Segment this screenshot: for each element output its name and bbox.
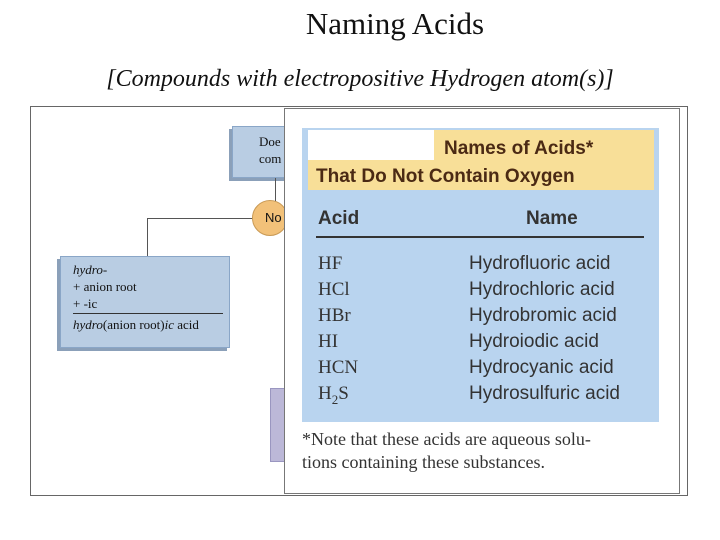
table-row xyxy=(316,331,646,357)
acid-formula: HCN xyxy=(318,357,359,378)
acid-name: Hydrosulfuric acid xyxy=(469,383,620,404)
acid-formula-h2s: $H_2S$ xyxy=(318,383,349,407)
rule-line-anion-root: + anion root xyxy=(73,279,137,294)
slide-title: Naming Acids xyxy=(305,6,485,41)
table-row xyxy=(316,357,646,383)
column-header-name: Name xyxy=(526,208,578,229)
acid-name: Hydrochloric acid xyxy=(469,279,615,300)
acid-name: Hydrobromic acid xyxy=(469,305,617,326)
connector-horizontal xyxy=(147,218,253,219)
rule-result-middle: (anion root) xyxy=(102,317,165,332)
table-title-line-2: That Do Not Contain Oxygen xyxy=(316,166,575,187)
rule-result-suffix: acid xyxy=(173,317,199,332)
rule-result-prefix: hydro xyxy=(73,317,103,332)
acid-formula: HI xyxy=(318,331,339,352)
rule-result-ic: ic xyxy=(164,317,174,332)
column-header-rule xyxy=(316,236,644,238)
footnote-line-1: *Note that these acids are aqueous solu- xyxy=(302,429,591,449)
rule-result xyxy=(73,316,229,333)
table-footnote xyxy=(302,428,662,474)
question-line-1: Doe xyxy=(259,134,281,149)
table-row xyxy=(316,279,646,305)
rule-line-hydro: hydro- xyxy=(73,262,108,277)
question-line-2: com xyxy=(259,151,282,166)
acid-name: Hydroiodic acid xyxy=(469,331,599,352)
table-row xyxy=(316,305,646,331)
acid-name: Hydrocyanic acid xyxy=(469,357,614,378)
connector-down xyxy=(147,218,148,256)
acid-formula: HCl xyxy=(318,279,350,300)
table-row xyxy=(316,383,646,409)
slide-subtitle: [Compounds with electropositive Hydrogen atom(s)] xyxy=(106,66,614,92)
naming-rule-box xyxy=(60,256,230,348)
rule-line-ic: + -ic xyxy=(73,296,98,311)
footnote-line-2: tions containing these substances. xyxy=(302,452,545,472)
no-decision-node: No xyxy=(252,200,288,236)
acid-formula: HF xyxy=(318,253,343,274)
table-row xyxy=(316,253,646,279)
column-header-acid: Acid xyxy=(318,208,360,229)
header-white-notch xyxy=(308,130,434,160)
rule-divider xyxy=(73,313,223,314)
acid-rows xyxy=(316,253,646,409)
acid-formula: HBr xyxy=(318,305,351,326)
connector-vertical xyxy=(275,178,276,202)
acid-name: Hydrofluoric acid xyxy=(469,253,611,274)
table-title-line-1: Names of Acids* xyxy=(444,138,594,159)
